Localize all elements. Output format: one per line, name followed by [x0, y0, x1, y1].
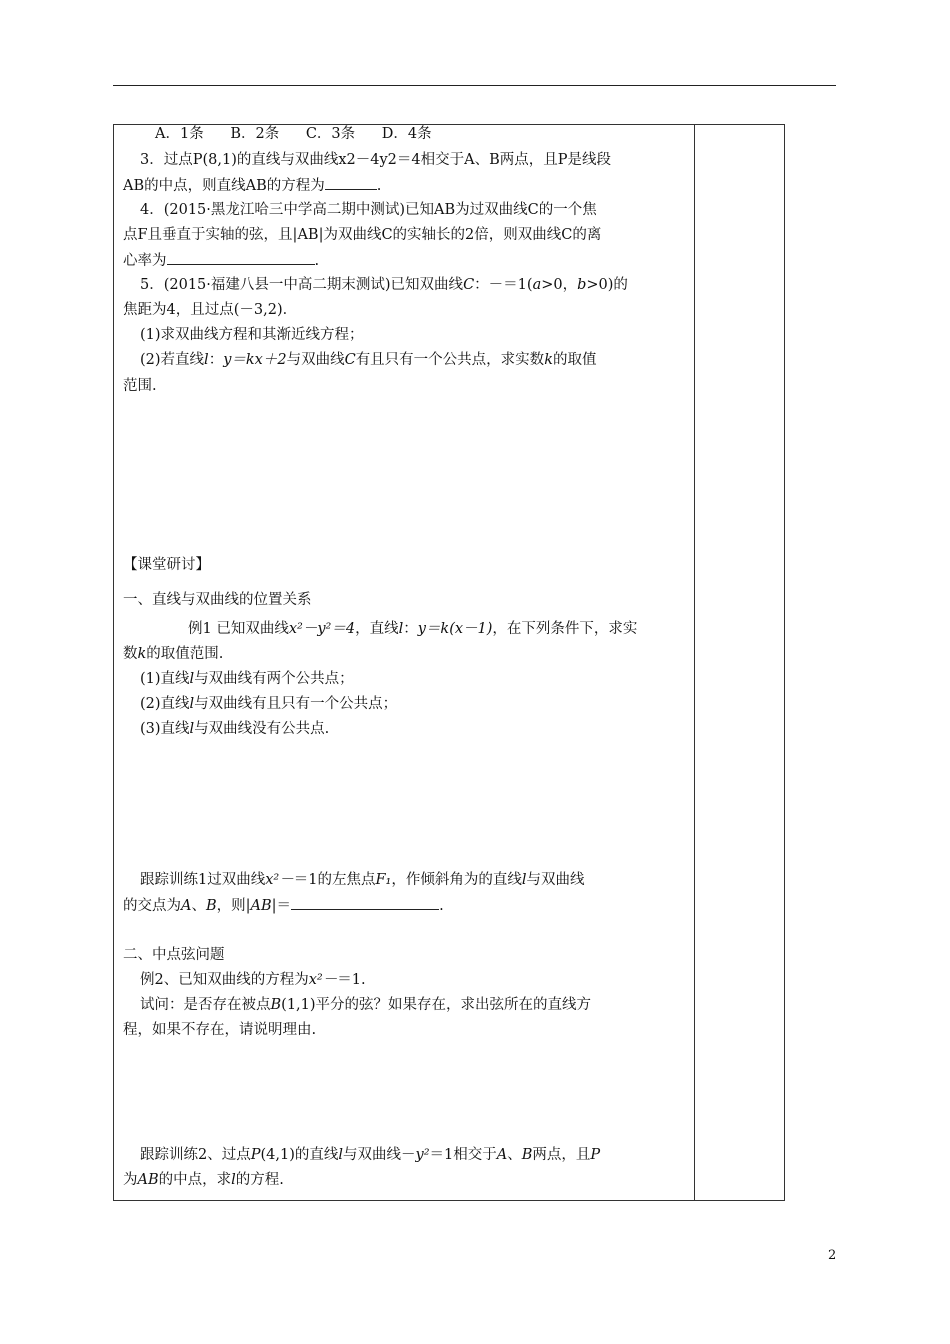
option-b: B．2条 [230, 126, 280, 142]
question-5-line-1: 5．(2015·福建八县一中高二期末测试)已知双曲线C：－＝1(a>0，b>0)的 [140, 277, 628, 293]
training-2-line-2: 为AB的中点，求l的方程. [123, 1172, 284, 1188]
example-1-line-1: 例1 已知双曲线x²－y²＝4，直线l：y＝k(x－1)，在下列条件下，求实 [188, 621, 638, 637]
question-5-part-2-line-2: 范围. [123, 378, 157, 394]
training-1-line-1: 跟踪训练1过双曲线x²－＝1的左焦点F₁，作倾斜角为的直线l与双曲线 [140, 872, 585, 888]
question-3-line-1: 3．过点P(8,1)的直线与双曲线x2－4y2＝4相交于A、B两点，且P是线段 [140, 152, 612, 168]
answer-options [155, 124, 432, 144]
question-4-line-1: 4．(2015·黑龙江哈三中学高二期中测试)已知AB为过双曲线C的一个焦 [140, 202, 597, 218]
notes-column-divider [694, 125, 695, 1200]
section-title: 【课堂研讨】 [123, 557, 210, 573]
page-number: 2 [828, 1248, 837, 1263]
example-1-condition-3: (3)直线l与双曲线没有公共点. [140, 721, 330, 737]
answer-blank [325, 175, 377, 190]
question-4-line-3: 心率为 . [123, 250, 319, 271]
example-2-question-line-2: 程，如果不存在，请说明理由. [123, 1022, 317, 1038]
question-5-part-2: (2)若直线l：y＝kx＋2与双曲线C有且只有一个公共点，求实数k的取值 [140, 352, 597, 368]
question-5-line-2: 焦距为4，且过点(－3,2)． [123, 302, 298, 318]
training-1-line-2: 的交点为A、B，则|AB|＝ . [123, 895, 444, 916]
example-2-question-line-1: 试问：是否存在被点B(1,1)平分的弦？如果存在，求出弦所在的直线方 [140, 997, 592, 1013]
example-1-condition-1: (1)直线l与双曲线有两个公共点； [140, 671, 354, 687]
example-2-line-1: 例2、已知双曲线的方程为x²－＝1. [140, 972, 366, 988]
example-1-line-2: 数k的取值范围. [123, 646, 224, 662]
answer-blank [167, 250, 315, 265]
example-1-condition-2: (2)直线l与双曲线有且只有一个公共点； [140, 696, 398, 712]
option-a: A．1条 [155, 126, 204, 142]
question-5-part-1: (1)求双曲线方程和其渐近线方程； [140, 327, 364, 343]
training-2-line-1: 跟踪训练2、过点P(4,1)的直线l与双曲线－y²＝1相交于A、B两点，且P [140, 1147, 601, 1163]
question-3-line-2: AB的中点，则直线AB的方程为 . [123, 175, 381, 196]
question-4-line-2: 点F且垂直于实轴的弦，且|AB|为双曲线C的实轴长的2倍，则双曲线C的离 [123, 227, 602, 243]
answer-blank [291, 895, 439, 910]
option-d: D．4条 [381, 126, 432, 142]
section-1-heading: 一、直线与双曲线的位置关系 [123, 592, 312, 608]
option-c: C．3条 [305, 126, 356, 142]
section-2-heading: 二、中点弦问题 [123, 947, 225, 963]
header-rule [113, 85, 836, 86]
